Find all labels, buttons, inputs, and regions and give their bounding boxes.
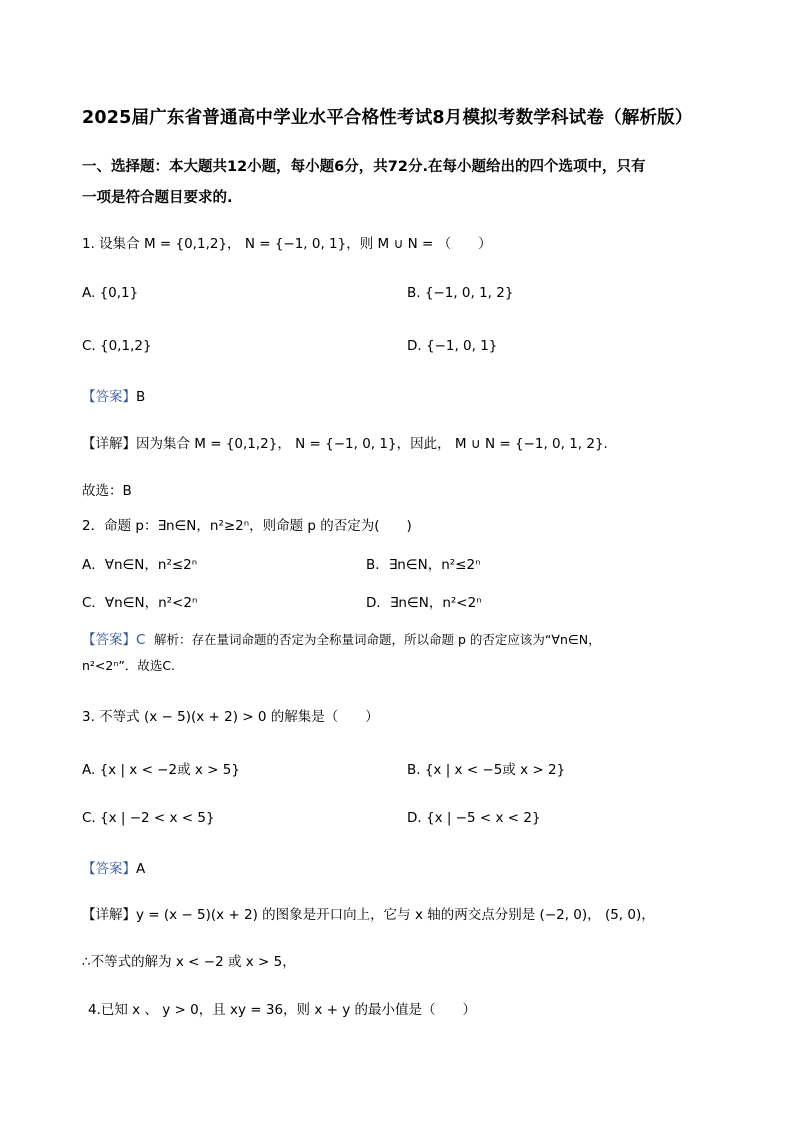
q1-detail — [82, 432, 608, 452]
q3-answer-tag: 【答案】 — [82, 861, 136, 877]
q2-stem: 2．命题 p：∃n∈N，n²≥2ⁿ，则命题 p 的否定为( ) — [82, 518, 412, 534]
q1-answer — [82, 385, 145, 405]
q2-option-a: A．∀n∈N，n²≤2ⁿ — [82, 557, 198, 573]
q4-stem: 4.已知 x 、 y > 0，且 xy = 36，则 x + y 的最小值是（ ） — [88, 1002, 477, 1018]
q2-option-b: B．∃n∈N，n²≤2ⁿ — [366, 557, 481, 573]
q1-answer-tag: 【答案】 — [82, 389, 136, 405]
q3-option-d: D. {x | −5 < x < 2} — [407, 810, 541, 826]
q1-detail-tag: 【详解】 — [82, 436, 136, 452]
q2-analysis-cont: n²<2ⁿ”．故选C. — [82, 658, 176, 673]
q2-analysis: 解析：存在量词命题的否定为全称量词命题，所以命题 p 的否定应该为“∀n∈N， — [154, 632, 601, 647]
q1-option-c: C. {0,1,2} — [82, 338, 152, 354]
section-heading-line1: 一、选择题：本大题共12小题，每小题6分，共72分.在每小题给出的四个选项中，只有 — [82, 159, 646, 175]
q2-answer-value: C — [136, 632, 146, 648]
q3-option-b: B. {x | x < −5或 x > 2} — [407, 762, 566, 778]
q1-option-d: D. {−1, 0, 1} — [407, 338, 498, 354]
q3-option-c: C. {x | −2 < x < 5} — [82, 810, 215, 826]
section-heading-line2: 一项是符合题目要求的. — [82, 190, 233, 206]
q3-answer — [82, 857, 145, 877]
q1-conclusion: 故选：B — [82, 483, 132, 499]
q2-option-c: C．∀n∈N，n²<2ⁿ — [82, 595, 198, 611]
q2-option-d: D．∃n∈N，n²<2ⁿ — [366, 595, 482, 611]
q3-detail — [82, 903, 655, 923]
q3-stem: 3. 不等式 (x − 5)(x + 2) > 0 的解集是（ ） — [82, 709, 379, 725]
q1-detail-text: 因为集合 M = {0,1,2}， N = {−1, 0, 1}，因此， M ∪ N = {−1, 0, 1, 2}. — [136, 436, 608, 452]
q1-option-a: A. {0,1} — [82, 285, 139, 301]
q3-conclusion: ∴不等式的解为 x < −2 或 x > 5， — [82, 954, 296, 970]
q1-option-b: B. {−1, 0, 1, 2} — [407, 285, 514, 301]
q2-answer-tag: 【答案】 — [82, 632, 136, 648]
q2-answer-line — [82, 628, 601, 648]
q3-detail-text: y = (x − 5)(x + 2) 的图象是开口向上，它与 x 轴的两交点分别是 (−2, 0)， (5, 0)， — [136, 907, 655, 923]
page-title: 2025届广东省普通高中学业水平合格性考试8月模拟考数学科试卷（解析版） — [82, 108, 693, 128]
q3-detail-tag: 【详解】 — [82, 907, 136, 923]
q3-option-a: A. {x | x < −2或 x > 5} — [82, 762, 240, 778]
q1-stem: 1. 设集合 M = {0,1,2}， N = {−1, 0, 1}，则 M ∪ N = （ ） — [82, 236, 492, 252]
q1-answer-value: B — [136, 389, 146, 405]
q3-answer-value: A — [136, 861, 146, 877]
